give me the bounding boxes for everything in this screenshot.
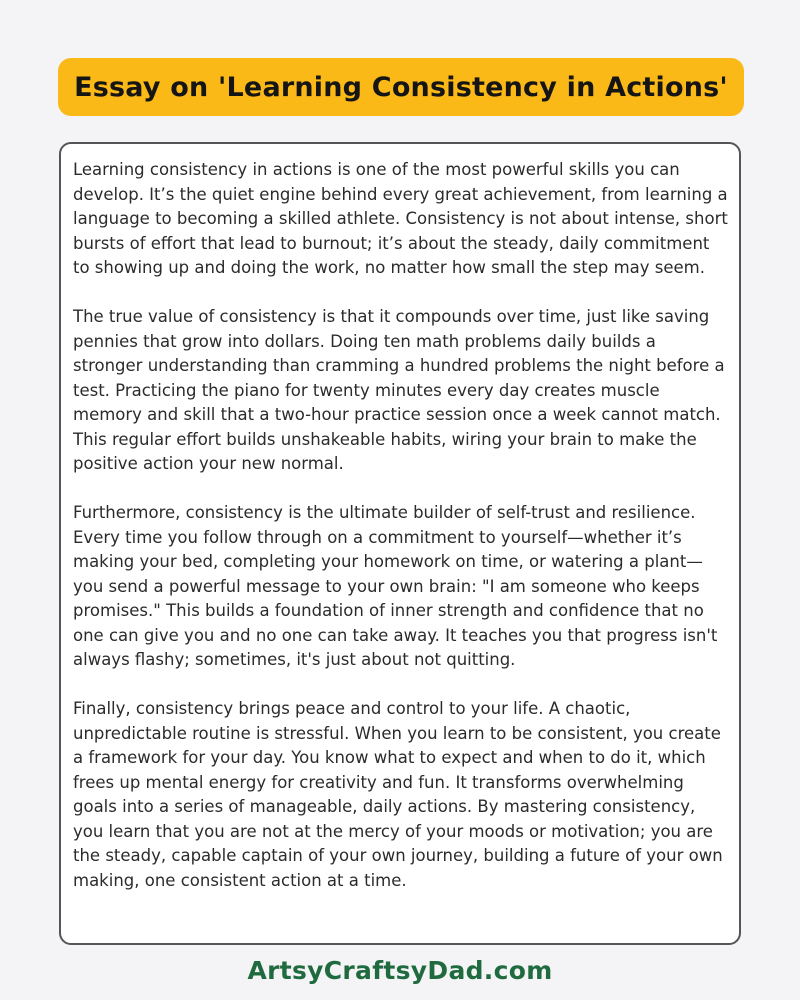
essay-paragraph-1: Learning consistency in actions is one of the most powerful skills you can develop. It’s the quiet engine behind every great achievement, from learning a language to becoming a skilled athlete. Consistency is not about intense, short bursts of effort that lead to burnout; it’s about the steady, daily commitment to showing up and doing the work, no matter how small the step may seem.	[73, 160, 728, 277]
title-banner	[58, 58, 744, 116]
page-title: Essay on 'Learning Consistency in Actions'	[74, 71, 728, 103]
footer-brand: ArtsyCraftsyDad.com	[247, 956, 553, 985]
essay-card	[59, 142, 741, 945]
essay-paragraph-4: Finally, consistency brings peace and control to your life. A chaotic, unpredictable routine is stressful. When you learn to be consistent, you create a framework for your day. You know what to expect and when to do it, which frees up mental energy for creativity and fun. It transforms overwhelming goals into a series of manageable, daily actions. By mastering consistency, you learn that you are not at the mercy of your moods or motivation; you are the steady, capable captain of your own journey, building a future of your own making, one consistent action at a time.	[73, 699, 723, 890]
essay-paragraph-3: Furthermore, consistency is the ultimate builder of self-trust and resilience. Every time you follow through on a commitment to yourself—whether it’s making your bed, completing your homework on time, or watering a plant—you send a powerful message to your own brain: "I am someone who keeps promises." This builds a foundation of inner strength and confidence that no one can give you and no one can take away. It teaches you that progress isn't always flashy; sometimes, it's just about not quitting.	[73, 503, 718, 669]
essay-paragraph-2: The true value of consistency is that it compounds over time, just like saving pennies that grow into dollars. Doing ten math problems daily builds a stronger understanding than cramming a hundred problems the night before a test. Practicing the piano for twenty minutes every day creates muscle memory and skill that a two-hour practice session once a week cannot match. This regular effort builds unshakeable habits, wiring your brain to make the positive action your new normal.	[73, 307, 725, 473]
